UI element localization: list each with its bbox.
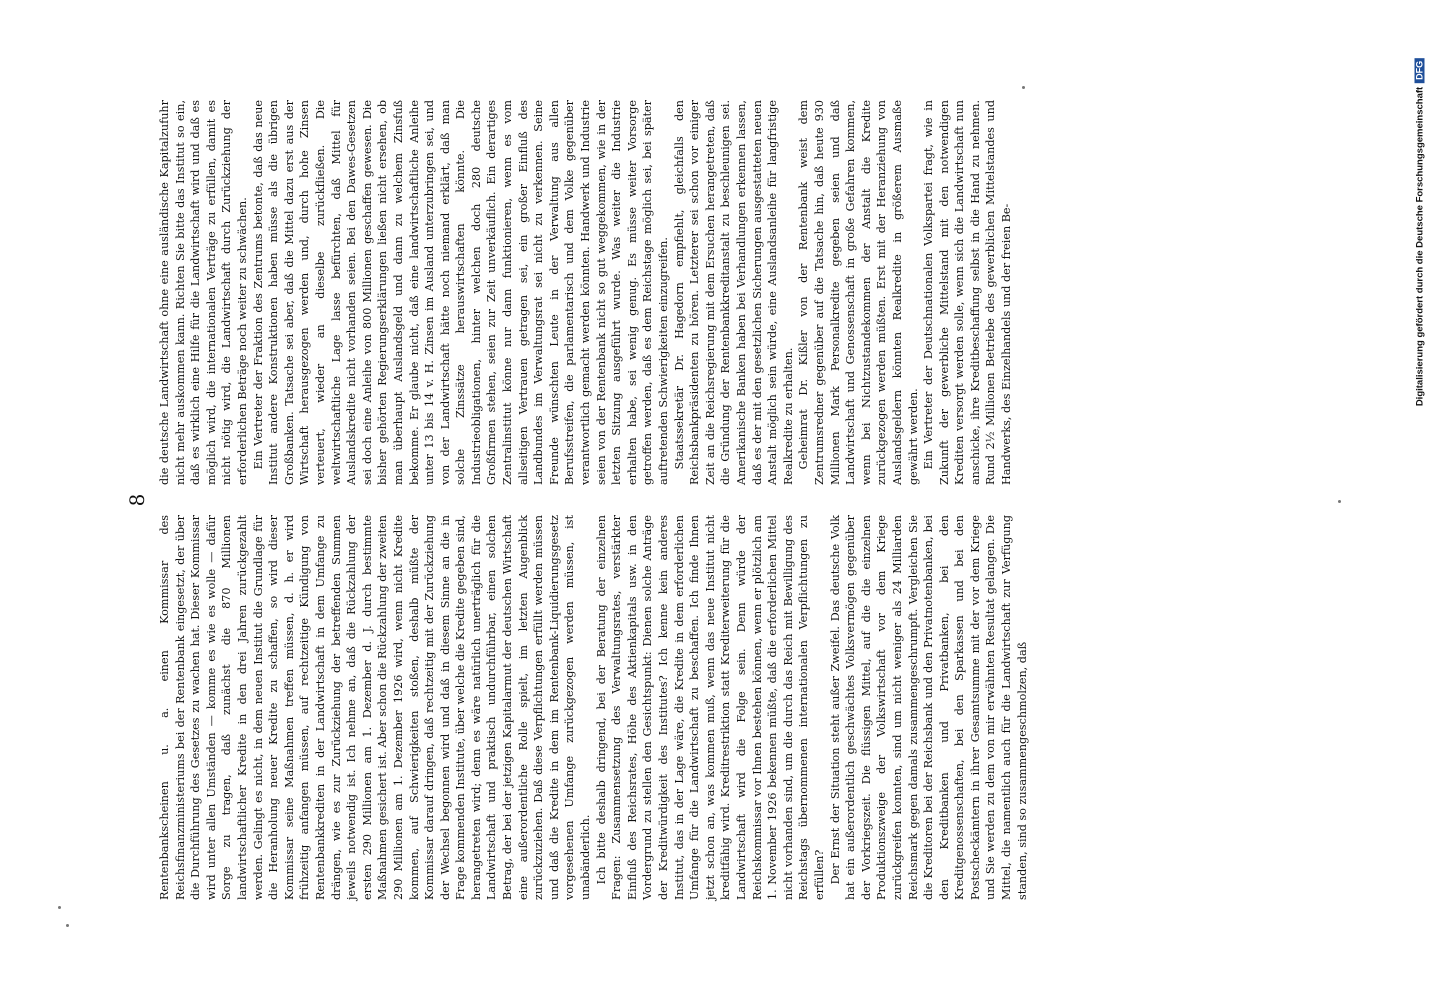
- scan-speck: [66, 924, 69, 927]
- rotated-page-content: [117, 90, 1317, 910]
- paragraph: die deutsche Landwirtschaft ohne eine ausländische Kapitalzufuhr nicht mehr auskommen kann. Richten Sie bitte das Institut so ein, daß es wirklich eine Hilfe für die Landwirtschaft wird und daß es möglich wird, die internationalen Verträge zu erfüllen, damit es nicht nötig wird, die Landwirtschaft durch Zurückziehung der erforderlichen Beträge noch weiter zu schwächen.: [158, 100, 249, 485]
- paragraph: Der Ernst der Situation steht außer Zweifel. Das deutsche Volk hat ein außerordentlich geschwächtes Volksvermögen gegenüber der Vorkriegszeit. Die flüssigen Mittel, auf die die einzelnen Produktionszweige der Volkswirtschaft vor dem Kriege zurückgreifen konnten, sind um nicht weniger als 24 Milliarden Reichsmark gegen damals zusammengeschrumpft. Vergleichen Sie die Kreditoren bei der Reichsbank und den Privatnotenbanken, bei den Kreditbanken und Privatbanken, bei den Kreditgenossenschaften, bei den Sparkassen und bei den Postscheckämtern in ihrer Gesamtsumme mit der vor dem Kriege und Sie werden zu dem von mir erwähnten Resultat gelangen. Die Mittel, die namentlich auch für die Landwirtschaft zur Verfügung standen, sind so zusammengeschmolzen, daß: [828, 515, 1029, 900]
- scan-speck: [1338, 500, 1341, 503]
- paragraph: Ein Vertreter der Deutschnationalen Volkspartei fragt, wie in Zukunft der gewerbliche Mittelstand mit den notwendigen Krediten versorgt werden solle, wenn sich die Landwirtschaft nun anschicke, ihre Kreditbeschaffung selbst in die Hand zu nehmen. Rund 2½ Millionen Betriebe des gewerblichen Mittelstandes und Handwerks, des Einzelhandels und der freien Be-: [922, 100, 1014, 485]
- dfg-logo: DFG: [1415, 58, 1425, 83]
- right-column: [157, 100, 1015, 485]
- paragraph: Ich bitte deshalb dringend, bei der Beratung der einzelnen Fragen: Zusammensetzung des Verwaltungsrates, verstärkter Einfluß des Reichsrates, Höhe des Aktienkapitals usw. in den Vordergrund zu stellen den Gesichtspunkt: Dienen solche Anträge der Kreditwürdigkeit des Institutes? Ich kenne kein anderes Institut, das in der Lage wäre, die Kredite in dem erforderlichen Umfange für die Landwirtschaft zu beschaffen. Ich finde Ihnen jetzt schon an, was kommen muß, wenn das neue Institut nicht kreditfähig wird. Kreditrestriktion statt Krediterweiterung für die Landwirtschaft wird die Folge sein. Denn würde der Reichskommissar vor Ihnen bestehen können, wenn er plötzlich am 1. November 1926 bekennen müßte, daß die erforderlichen Mittel nicht vorhanden sind, um die durch das Reich mit Bewilligung des Reichstags übernommenen internationalen Verpflichtungen zu erfüllen?: [594, 515, 826, 900]
- scan-speck: [58, 906, 61, 909]
- digitization-credit: [1412, 12, 1428, 452]
- page-number: 8: [125, 493, 149, 507]
- scan-speck: [1022, 86, 1025, 89]
- left-column: [157, 515, 1030, 900]
- paragraph: Staatssekretär Dr. Hagedorn empfiehlt, gleichfalls den Reichsbankpräsidenten zu hören. Letzterer sei schon vor einiger Zeit an die Reichsregierung mit dem Ersuchen herangetreten, daß die Gründung der Rentenbankkreditanstalt zu beschleunigen sei. Amerikanische Banken haben bei Verhandlungen erkennen lassen, daß es der mit den gesetzlichen Sicherungen ausgestatteten neuen Anstalt möglich sein würde, eine Auslandsanleihe für langfristige Realkredite zu erhalten.: [672, 100, 795, 485]
- paragraph: Ein Vertreter der Fraktion des Zentrums betonte, daß das neue Institut andere Konstruktionen haben müsse als die übrigen Großbanken. Tatsache sei aber, daß die Mittel dazu erst aus der Wirtschaft herausgezogen werden und, durch hohe Zinsen verteuert, wieder an dieselbe zurückfließen. Die weltwirtschaftliche Lage lasse befürchten, daß Mittel für Auslandskredite nicht vorhanden seien. Bei den Dawes-Gesetzen sei doch eine Anleihe von 800 Millionen geschaffen gewesen. Die bisher gehörten Regierungserklärungen ließen nicht ersehen, ob man überhaupt Auslandsgeld und dann zu welchem Zinsfuß bekomme. Er glaube nicht, daß eine landwirtschaftliche Anleihe unter 13 bis 14 v. H. Zinsen im Ausland unterzubringen sei, und von der Landwirtschaft hätte noch niemand erklärt, daß man solche Zinssätze herauswirtschaften könnte. Die Industrieobligationen, hinter welchen doch 280 deutsche Großfirmen stehen, seien zur Zeit unverkäuflich. Ein derartiges Zentralinstitut könne nur dann funktionieren, wenn es vom allseitigen Vertrauen getragen sei, ein großer Einfluß des Landbundes im Verwaltungsrat sei nicht zu verkennen. Seine Freunde wünschten Leute in der Verwaltung aus allen Berufsstreifen, die parlamentarisch und dem Volke gegenüber verantwortlich gemacht werden könnten. Handwerk und Industrie seien von der Rentenbank nicht so gut weggekommen, wie in der letzten Sitzung ausgeführt wurde. Was weiter die Industrie erhalten habe, sei wenig genug. Es müsse weiter Vorsorge getroffen werden, daß es dem Reichstage möglich sei, bei später auftretenden Schwierigkeiten einzugreifen.: [251, 100, 670, 485]
- paragraph: Geheimrat Dr. Kißler von der Rentenbank weist dem Zentrumsredner gegenüber auf die Tatsache hin, daß heute 930 Millionen Mark Personalkredite gegeben seien und daß Landwirtschaft und Genossenschaft in große Gefahren kommen, wenn bei Nichtzustandekommen der Anstalt die Kredite zurückgezogen werden müßten. Erst mit der Heranziehung von Auslandsgeldern könnten Realkredite in größerem Ausmaße gewährt werden.: [797, 100, 920, 485]
- paragraph: Rentenbankscheinen u. a. einen Kommissar des Reichsfinanzministeriums bei der Rentenbank eingesetzt, der über die Durchführung des Gesetzes zu wachen hat. Dieser Kommissar wird unter allen Umständen — komme es wie es wolle — dafür Sorge zu tragen, daß zunächst die 870 Millionen landwirtschaftlicher Kredite in den drei Jahren zurückgezahlt werden. Gelingt es nicht, in dem neuen Institut die Grundlage für die Heranholung neuer Kredite zu schaffen, so wird dieser Kommissar seine Maßnahmen treffen müssen, d. h. er wird frühzeitig anfangen müssen, auf rechtzeitige Kündigung von Rentenbankkrediten in der Landwirtschaft in dem Umfange zu drängen, wie es zur Zurückziehung der betreffenden Summen jeweils notwendig ist. Ich nehme an, daß die Rückzahlung der ersten 290 Millionen am 1. Dezember d. J. durch bestimmte Maßnahmen gesichert ist. Aber schon die Rückzahlung der zweiten 290 Millionen am 1. Dezember 1926 wird, wenn nicht Kredite kommen, auf Schwierigkeiten stoßen, deshalb müßte der Kommissar darauf dringen, daß rechtzeitig mit der Zurückziehung der Wechsel begonnen wird und daß in diesem Sinne an die in Frage kommenden Institute, über welche die Kredite gegeben sind, herangetreten wird; denn es wäre natürlich unerträglich für die Landwirtschaft und praktisch undurchführbar, einen solchen Betrag, der bei der jetzigen Kapitalarmut der deutschen Wirtschaft eine außerordentliche Rolle spielt, im letzten Augenblick zurückzuziehen. Daß diese Verpflichtungen erfüllt werden müssen und daß die Kredite in dem im Rentenbank-Liquidierungsgesetz vorgesehenen Umfange zurückgezogen werden müssen, ist unabänderlich.: [158, 515, 593, 900]
- credit-text: Digitalisierung gefördert durch die Deutsche Forschungsgemeinschaft: [1414, 86, 1426, 407]
